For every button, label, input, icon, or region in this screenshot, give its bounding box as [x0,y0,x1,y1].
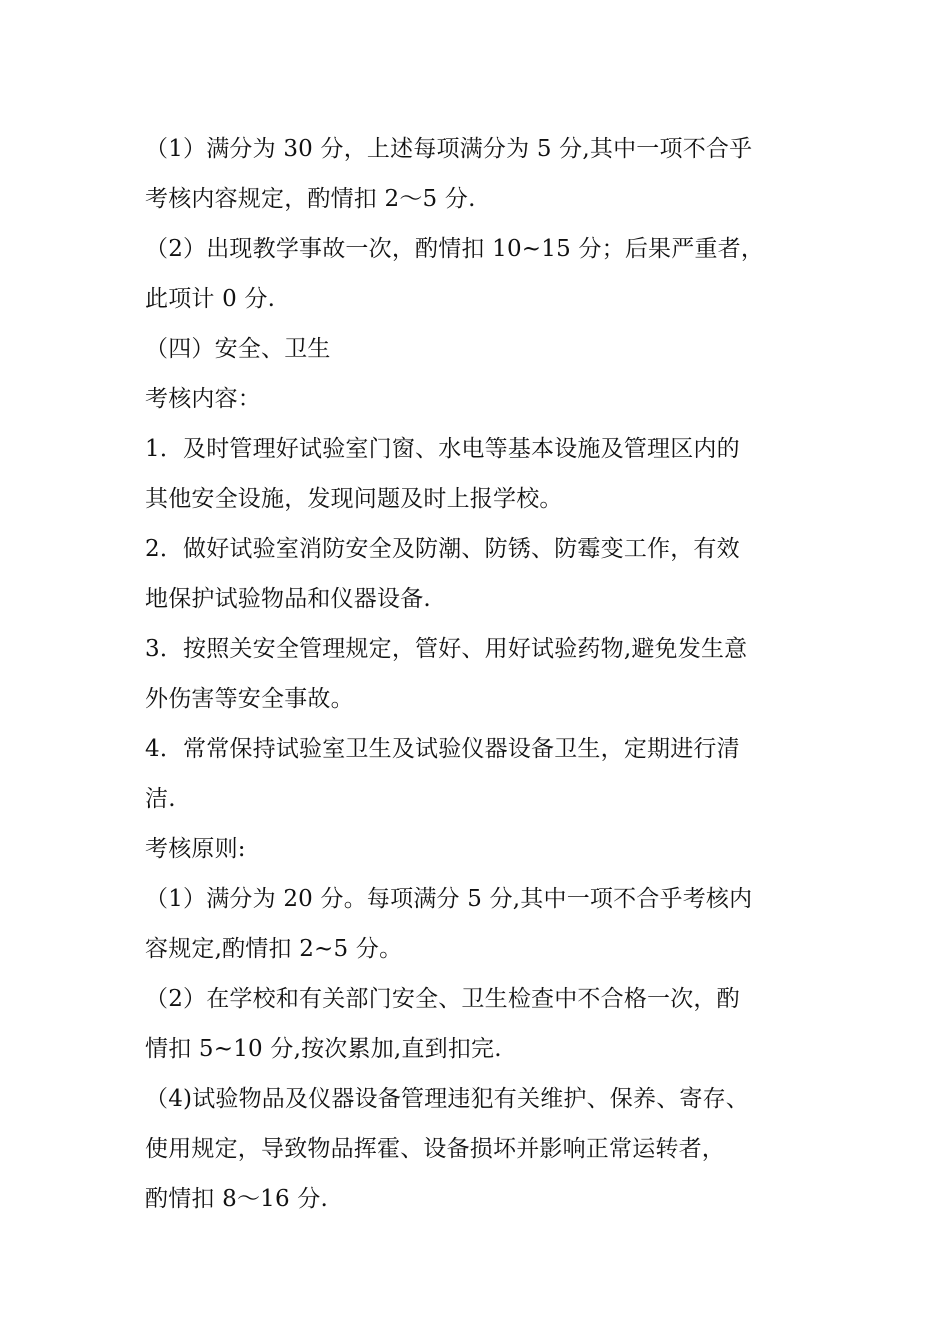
text-line: 2．做好试验室消防安全及防潮、防锈、防霉变工作，有效 [145,536,740,562]
text-line: 地保护试验物品和仪器设备. [145,586,431,612]
text-line: （1）满分为 20 分。每项满分 5 分,其中一项不合乎考核内 [145,886,753,912]
text-line: 其他安全设施，发现问题及时上报学校。 [145,486,563,512]
text-line: 酌情扣 8～16 分. [145,1186,329,1212]
text-line: （2）出现教学事故一次，酌情扣 10~15 分；后果严重者， [145,236,765,262]
text-line: 情扣 5~10 分,按次累加,直到扣完. [145,1036,502,1062]
text-line: 考核原则: [145,836,246,862]
text-line: 3．按照关安全管理规定，管好、用好试验药物,避免发生意 [145,636,748,662]
text-line: 洁. [145,786,176,812]
text-line: 外伤害等安全事故。 [145,686,354,712]
text-line: 此项计 0 分. [145,286,276,312]
document-body [145,124,810,1224]
text-line: 4．常常保持试验室卫生及试验仪器设备卫生，定期进行清 [145,736,740,762]
text-line: （2）在学校和有关部门安全、卫生检查中不合格一次，酌 [145,986,740,1012]
text-line: 考核内容规定，酌情扣 2～5 分. [145,186,476,212]
text-line: 使用规定，导致物品挥霍、设备损坏并影响正常运转者， [145,1136,725,1162]
text-line: 1．及时管理好试验室门窗、水电等基本设施及管理区内的 [145,436,740,462]
section-heading: （四）安全、卫生 [145,336,331,362]
text-line: （4)试验物品及仪器设备管理违犯有关维护、保养、寄存、 [145,1086,750,1112]
text-line: 容规定,酌情扣 2~5 分。 [145,936,403,962]
text-line: 考核内容： [145,386,261,412]
text-line: （1）满分为 30 分，上述每项满分为 5 分,其中一项不合乎 [145,136,753,162]
